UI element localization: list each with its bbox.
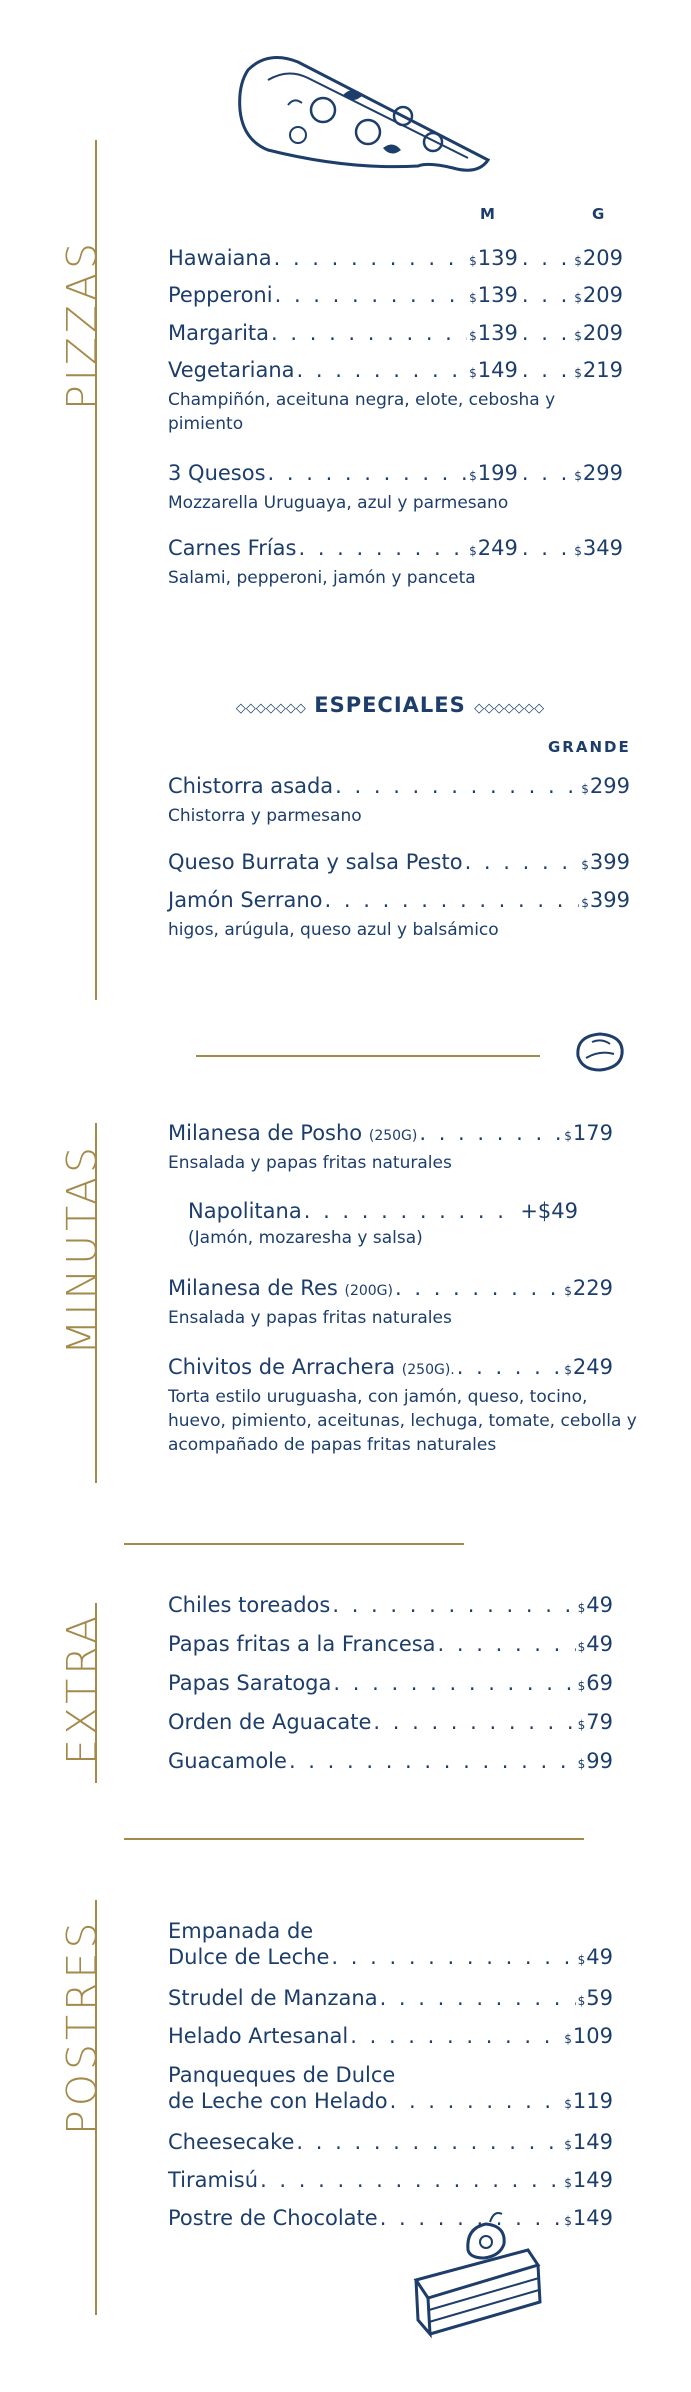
price-g-value: 219 (582, 358, 623, 382)
menu-item (168, 1709, 613, 1738)
currency-symbol: $ (564, 1363, 572, 1377)
menu-item-row (168, 535, 623, 564)
item-description: Salami, pepperoni, jamón y panceta (168, 568, 476, 588)
menu-item-row (168, 282, 623, 311)
menu-item-row (168, 2023, 613, 2052)
price-m-value: 139 (477, 283, 518, 307)
currency-symbol: $ (574, 544, 582, 558)
price (564, 2088, 613, 2117)
item-name: Napolitana (188, 1199, 302, 1223)
section-title-postres: POSTRES (58, 1918, 106, 2135)
menu-item (168, 1631, 613, 1660)
menu-item (168, 535, 623, 590)
especiales-title: ESPECIALES (314, 693, 466, 717)
price (578, 1592, 613, 1621)
price (564, 2205, 613, 2234)
menu-item-row (168, 320, 623, 349)
ornament-right: ◇◇◇◇◇◇◇ (474, 701, 545, 716)
size-g-header: G (592, 205, 607, 223)
price-g (574, 245, 623, 274)
menu-item-row (168, 1275, 613, 1304)
item-name-line1: Panqueques de Dulce (168, 2063, 396, 2087)
price-g (574, 320, 623, 349)
price-g (574, 282, 623, 311)
price-value: 79 (586, 1710, 613, 1734)
menu-item-row (168, 1670, 613, 1699)
currency-symbol: $ (469, 544, 477, 558)
leader-dots (438, 1631, 576, 1657)
price-value: 69 (586, 1671, 613, 1695)
price-value: 119 (572, 2089, 613, 2113)
leader-dots (289, 1748, 576, 1774)
price-value: 109 (572, 2024, 613, 2048)
currency-symbol: $ (574, 366, 582, 380)
section-title-extra: EXTRA (58, 1611, 106, 1765)
currency-symbol: $ (564, 2176, 572, 2190)
leader-dots (297, 357, 468, 383)
menu-item-row (168, 1748, 613, 1777)
item-name-wrap (188, 1198, 302, 1224)
leader-dots (350, 2023, 562, 2049)
currency-symbol: $ (577, 1640, 586, 1654)
item-name: Papas Saratoga (168, 1671, 332, 1695)
price (578, 1670, 613, 1699)
item-weight: (250G) (368, 1128, 418, 1144)
menu-item (168, 773, 630, 828)
item-name: Milanesa de Res (168, 1276, 338, 1300)
menu-item-row (168, 1709, 613, 1738)
price (564, 2129, 613, 2158)
divider-line (124, 1838, 584, 1840)
leader-dots (457, 1354, 563, 1380)
price-value: 149 (572, 2206, 613, 2230)
leader-dots (335, 773, 579, 799)
section-title-minutas: MINUTAS (58, 1142, 106, 1355)
leader-dots: . . . (521, 358, 571, 382)
currency-symbol: $ (574, 469, 582, 483)
price-m (469, 460, 518, 489)
item-description: Torta estilo uruguasha, con jamón, queso, tocino, huevo, pimiento, aceitunas, lechuga, tomate, cebolla y acompañado de papas fritas naturales (168, 1387, 637, 1455)
item-name: Dulce de Leche (168, 1945, 330, 1969)
price-m-value: 249 (477, 536, 518, 560)
price-value: 149 (572, 2168, 613, 2192)
menu-item (188, 1198, 578, 1250)
menu-item-row (168, 1944, 613, 1973)
item-weight: (250G). (401, 1362, 455, 1378)
item-name: Cheesecake (168, 2130, 295, 2154)
price (578, 1631, 613, 1660)
currency-symbol: $ (581, 858, 589, 872)
price (578, 1985, 613, 2014)
item-name: Helado Artesanal (168, 2024, 349, 2048)
menu-item-row (168, 773, 630, 802)
price (564, 1275, 613, 1304)
item-name: Chiles toreados (168, 1593, 331, 1617)
currency-symbol: $ (564, 2032, 572, 2046)
leader-dots (333, 1670, 575, 1696)
item-name-wrap (168, 1354, 455, 1383)
menu-item (168, 245, 623, 274)
menu-item-row (168, 1120, 613, 1149)
ornament-left: ◇◇◇◇◇◇◇ (235, 701, 306, 716)
size-grande-header: GRANDE (548, 738, 631, 756)
price (578, 1709, 613, 1738)
price-g (574, 460, 623, 489)
menu-item (168, 1670, 613, 1699)
size-m-header: M (480, 205, 497, 223)
currency-symbol: $ (581, 896, 589, 910)
price-m-value: 139 (477, 246, 518, 270)
leader-dots: . . . (521, 246, 571, 270)
menu-item (168, 2023, 613, 2052)
price-m-value: 139 (477, 321, 518, 345)
currency-symbol: $ (577, 1757, 586, 1771)
price-value: 399 (589, 888, 630, 912)
item-name: Postre de Chocolate (168, 2206, 378, 2230)
item-description: Chistorra y parmesano (168, 806, 362, 826)
leader-dots (274, 245, 468, 271)
leader-dots (465, 849, 580, 875)
menu-item-row (168, 357, 623, 386)
currency-symbol: $ (469, 469, 477, 483)
leader-dots (268, 460, 468, 486)
menu-item (168, 460, 623, 515)
price-m (469, 320, 518, 349)
menu-item (168, 1918, 613, 1973)
currency-symbol: $ (574, 291, 582, 305)
price-value: 49 (586, 1632, 613, 1656)
currency-symbol: $ (564, 2138, 572, 2152)
menu-item-row (168, 1985, 613, 2014)
leader-dots: . . . (521, 536, 571, 560)
price-value: 149 (572, 2130, 613, 2154)
menu-item-row (168, 849, 630, 878)
price-value: 249 (572, 1355, 613, 1379)
currency-symbol: $ (577, 1601, 586, 1615)
leader-dots (271, 320, 467, 346)
divider-line (196, 1055, 540, 1057)
item-name: 3 Quesos (168, 461, 266, 485)
price-value: 49 (586, 1945, 613, 1969)
price (564, 1354, 613, 1383)
currency-symbol: $ (564, 2214, 572, 2228)
leader-dots (419, 1120, 562, 1146)
menu-item-row (168, 460, 623, 489)
mushroom-illustration (572, 1028, 628, 1076)
leader-dots (304, 1198, 519, 1224)
leader-dots (380, 1985, 576, 2011)
price-value: 399 (589, 850, 630, 874)
price (578, 1748, 613, 1777)
especiales-heading (205, 693, 575, 717)
price (564, 2023, 613, 2052)
price-g-value: 349 (582, 536, 623, 560)
item-name-wrap (168, 1120, 417, 1149)
leader-dots: . . . (521, 321, 571, 345)
item-name: Tiramisú (168, 2168, 259, 2192)
menu-item (168, 1275, 613, 1330)
item-description: Ensalada y papas fritas naturales (168, 1308, 452, 1328)
currency-symbol: $ (574, 254, 582, 268)
leader-dots (395, 1275, 562, 1301)
item-name: Carnes Frías (168, 536, 297, 560)
item-description: (Jamón, mozaresha y salsa) (188, 1228, 423, 1248)
leader-dots (373, 1709, 575, 1735)
price-g (574, 357, 623, 386)
item-name-wrap (168, 1275, 393, 1304)
currency-symbol: $ (469, 366, 477, 380)
leader-dots (298, 535, 467, 561)
item-name: Queso Burrata y salsa Pesto (168, 850, 463, 874)
currency-symbol: $ (577, 1953, 586, 1967)
pizza-slice-illustration (228, 50, 498, 180)
leader-dots (332, 1592, 575, 1618)
price (564, 1120, 613, 1149)
price-m-value: 199 (477, 461, 518, 485)
price-m (469, 282, 518, 311)
menu-item (168, 1748, 613, 1777)
item-name-line1: Empanada de (168, 1919, 314, 1943)
leader-dots (275, 282, 468, 308)
item-name: Hawaiana (168, 246, 272, 270)
item-description: Mozzarella Uruguaya, azul y parmesano (168, 493, 509, 513)
price-g-value: 209 (582, 283, 623, 307)
price-value: 299 (589, 774, 630, 798)
currency-symbol: $ (564, 1129, 572, 1143)
price-g (574, 535, 623, 564)
price-value: 179 (572, 1121, 613, 1145)
currency-symbol: $ (577, 1994, 586, 2008)
menu-item (168, 1120, 613, 1175)
menu-item-row (168, 1354, 613, 1383)
leader-dots (331, 1944, 575, 1970)
price-m (469, 535, 518, 564)
menu-item-row (168, 887, 630, 916)
item-name: Papas fritas a la Francesa (168, 1632, 436, 1656)
currency-symbol: $ (564, 1284, 572, 1298)
price (578, 1944, 613, 1973)
item-name: Jamón Serrano (168, 888, 323, 912)
item-description: higos, arúgula, queso azul y balsámico (168, 920, 499, 940)
price (581, 887, 630, 916)
menu-item (168, 357, 623, 436)
price-m (469, 357, 518, 386)
menu-item (168, 2062, 613, 2117)
menu-item-row (168, 1631, 613, 1660)
item-name: Milanesa de Posho (168, 1121, 363, 1145)
menu-item-row (168, 2088, 613, 2117)
menu-item (168, 1354, 637, 1457)
price-g-value: 209 (582, 321, 623, 345)
menu-item (168, 887, 630, 942)
menu-item (168, 320, 623, 349)
item-name: Vegetariana (168, 358, 295, 382)
item-weight: (200G) (344, 1283, 393, 1299)
item-name: de Leche con Helado (168, 2089, 388, 2113)
currency-symbol: $ (581, 782, 589, 796)
price-value: 99 (586, 1749, 613, 1773)
price-g-value: 209 (582, 246, 623, 270)
price (564, 2167, 613, 2196)
leader-dots: . . . (521, 283, 571, 307)
menu-item (168, 2167, 613, 2196)
currency-symbol: $ (574, 329, 582, 343)
currency-symbol: $ (577, 1679, 586, 1693)
menu-item-row (188, 1198, 578, 1224)
leader-dots (260, 2167, 562, 2193)
divider-line (124, 1543, 464, 1545)
cake-slice-illustration (408, 2210, 548, 2340)
currency-symbol: $ (469, 329, 477, 343)
section-title-pizzas: PIZZAS (58, 238, 106, 410)
currency-symbol: $ (577, 1718, 586, 1732)
menu-item (168, 849, 630, 878)
price-g-value: 299 (582, 461, 623, 485)
menu-item-row (168, 2129, 613, 2158)
leader-dots: . . . (521, 461, 571, 485)
price-value: 229 (572, 1276, 613, 1300)
price-m (469, 245, 518, 274)
item-name: Guacamole (168, 1749, 287, 1773)
currency-symbol: $ (469, 254, 477, 268)
item-name: Margarita (168, 321, 270, 345)
item-name: Chistorra asada (168, 774, 334, 798)
item-name: Strudel de Manzana (168, 1986, 378, 2010)
menu-item (168, 282, 623, 311)
item-name: Pepperoni (168, 283, 273, 307)
price-value: +$49 (520, 1199, 578, 1223)
currency-symbol: $ (564, 2097, 572, 2111)
leader-dots (325, 887, 580, 913)
leader-dots (390, 2088, 563, 2114)
item-name: Chivitos de Arrachera (168, 1355, 396, 1379)
price (581, 773, 630, 802)
menu-item-row (168, 1592, 613, 1621)
menu-item (168, 1985, 613, 2014)
currency-symbol: $ (469, 291, 477, 305)
menu-item-row (168, 245, 623, 274)
menu-item-row (168, 2167, 613, 2196)
menu-item (168, 1592, 613, 1621)
price-value: 59 (586, 1986, 613, 2010)
menu-item (168, 2129, 613, 2158)
item-description: Champiñón, aceituna negra, elote, cebosha y pimiento (168, 390, 556, 434)
price-value: 49 (586, 1593, 613, 1617)
price (581, 849, 630, 878)
price-m-value: 149 (477, 358, 518, 382)
price (520, 1198, 578, 1224)
leader-dots (296, 2129, 562, 2155)
item-name: Orden de Aguacate (168, 1710, 372, 1734)
item-description: Ensalada y papas fritas naturales (168, 1153, 452, 1173)
